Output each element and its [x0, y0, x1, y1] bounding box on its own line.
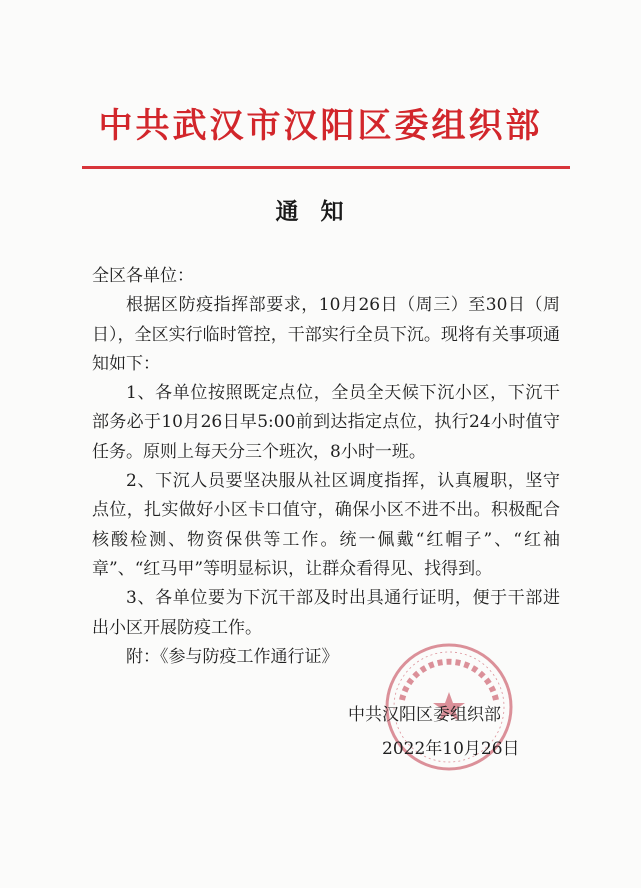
issuer-header-title: 中共武汉市汉阳区委组织部 — [98, 106, 543, 146]
salutation: 全区各单位： — [92, 266, 194, 286]
attachment-line: 附：《参与防疫工作通行证》 — [126, 646, 339, 667]
intro-paragraph: 根据区防疫指挥部要求，10月26日（周三）至30日（周日），全区实行临时管控，干部实行全员下沉。现将有关事项通知如下： — [92, 295, 560, 374]
red-divider-rule — [82, 166, 570, 169]
item-3-paragraph: 3、各单位要为下沉干部及时出具通行证明，便于干部进出小区开展防疫工作。 — [92, 588, 560, 638]
signature-block — [348, 700, 520, 764]
notice-title: 通知 — [275, 198, 366, 225]
notice-body — [92, 262, 560, 672]
item-2-paragraph: 2、下沉人员要坚决服从社区调度指挥，认真履职，坚守点位，扎实做好小区卡口值守，确保小区不进不出。积极配合核酸检测、物资保供等工作。统一佩戴“红帽子”、“红袖章”、“红马甲”等明显标识，让群众看得见、找得到。 — [92, 471, 560, 579]
signature-org: 中共汉阳区委组织部 — [348, 705, 501, 725]
signature-date: 2022年10月26日 — [382, 739, 520, 759]
item-1-paragraph: 1、各单位按照既定点位，全员全天候下沉小区，下沉干部务必于10月26日早5:00前到达指定点位，执行24小时值守任务。原则上每天分三个班次，8小时一班。 — [92, 383, 560, 462]
